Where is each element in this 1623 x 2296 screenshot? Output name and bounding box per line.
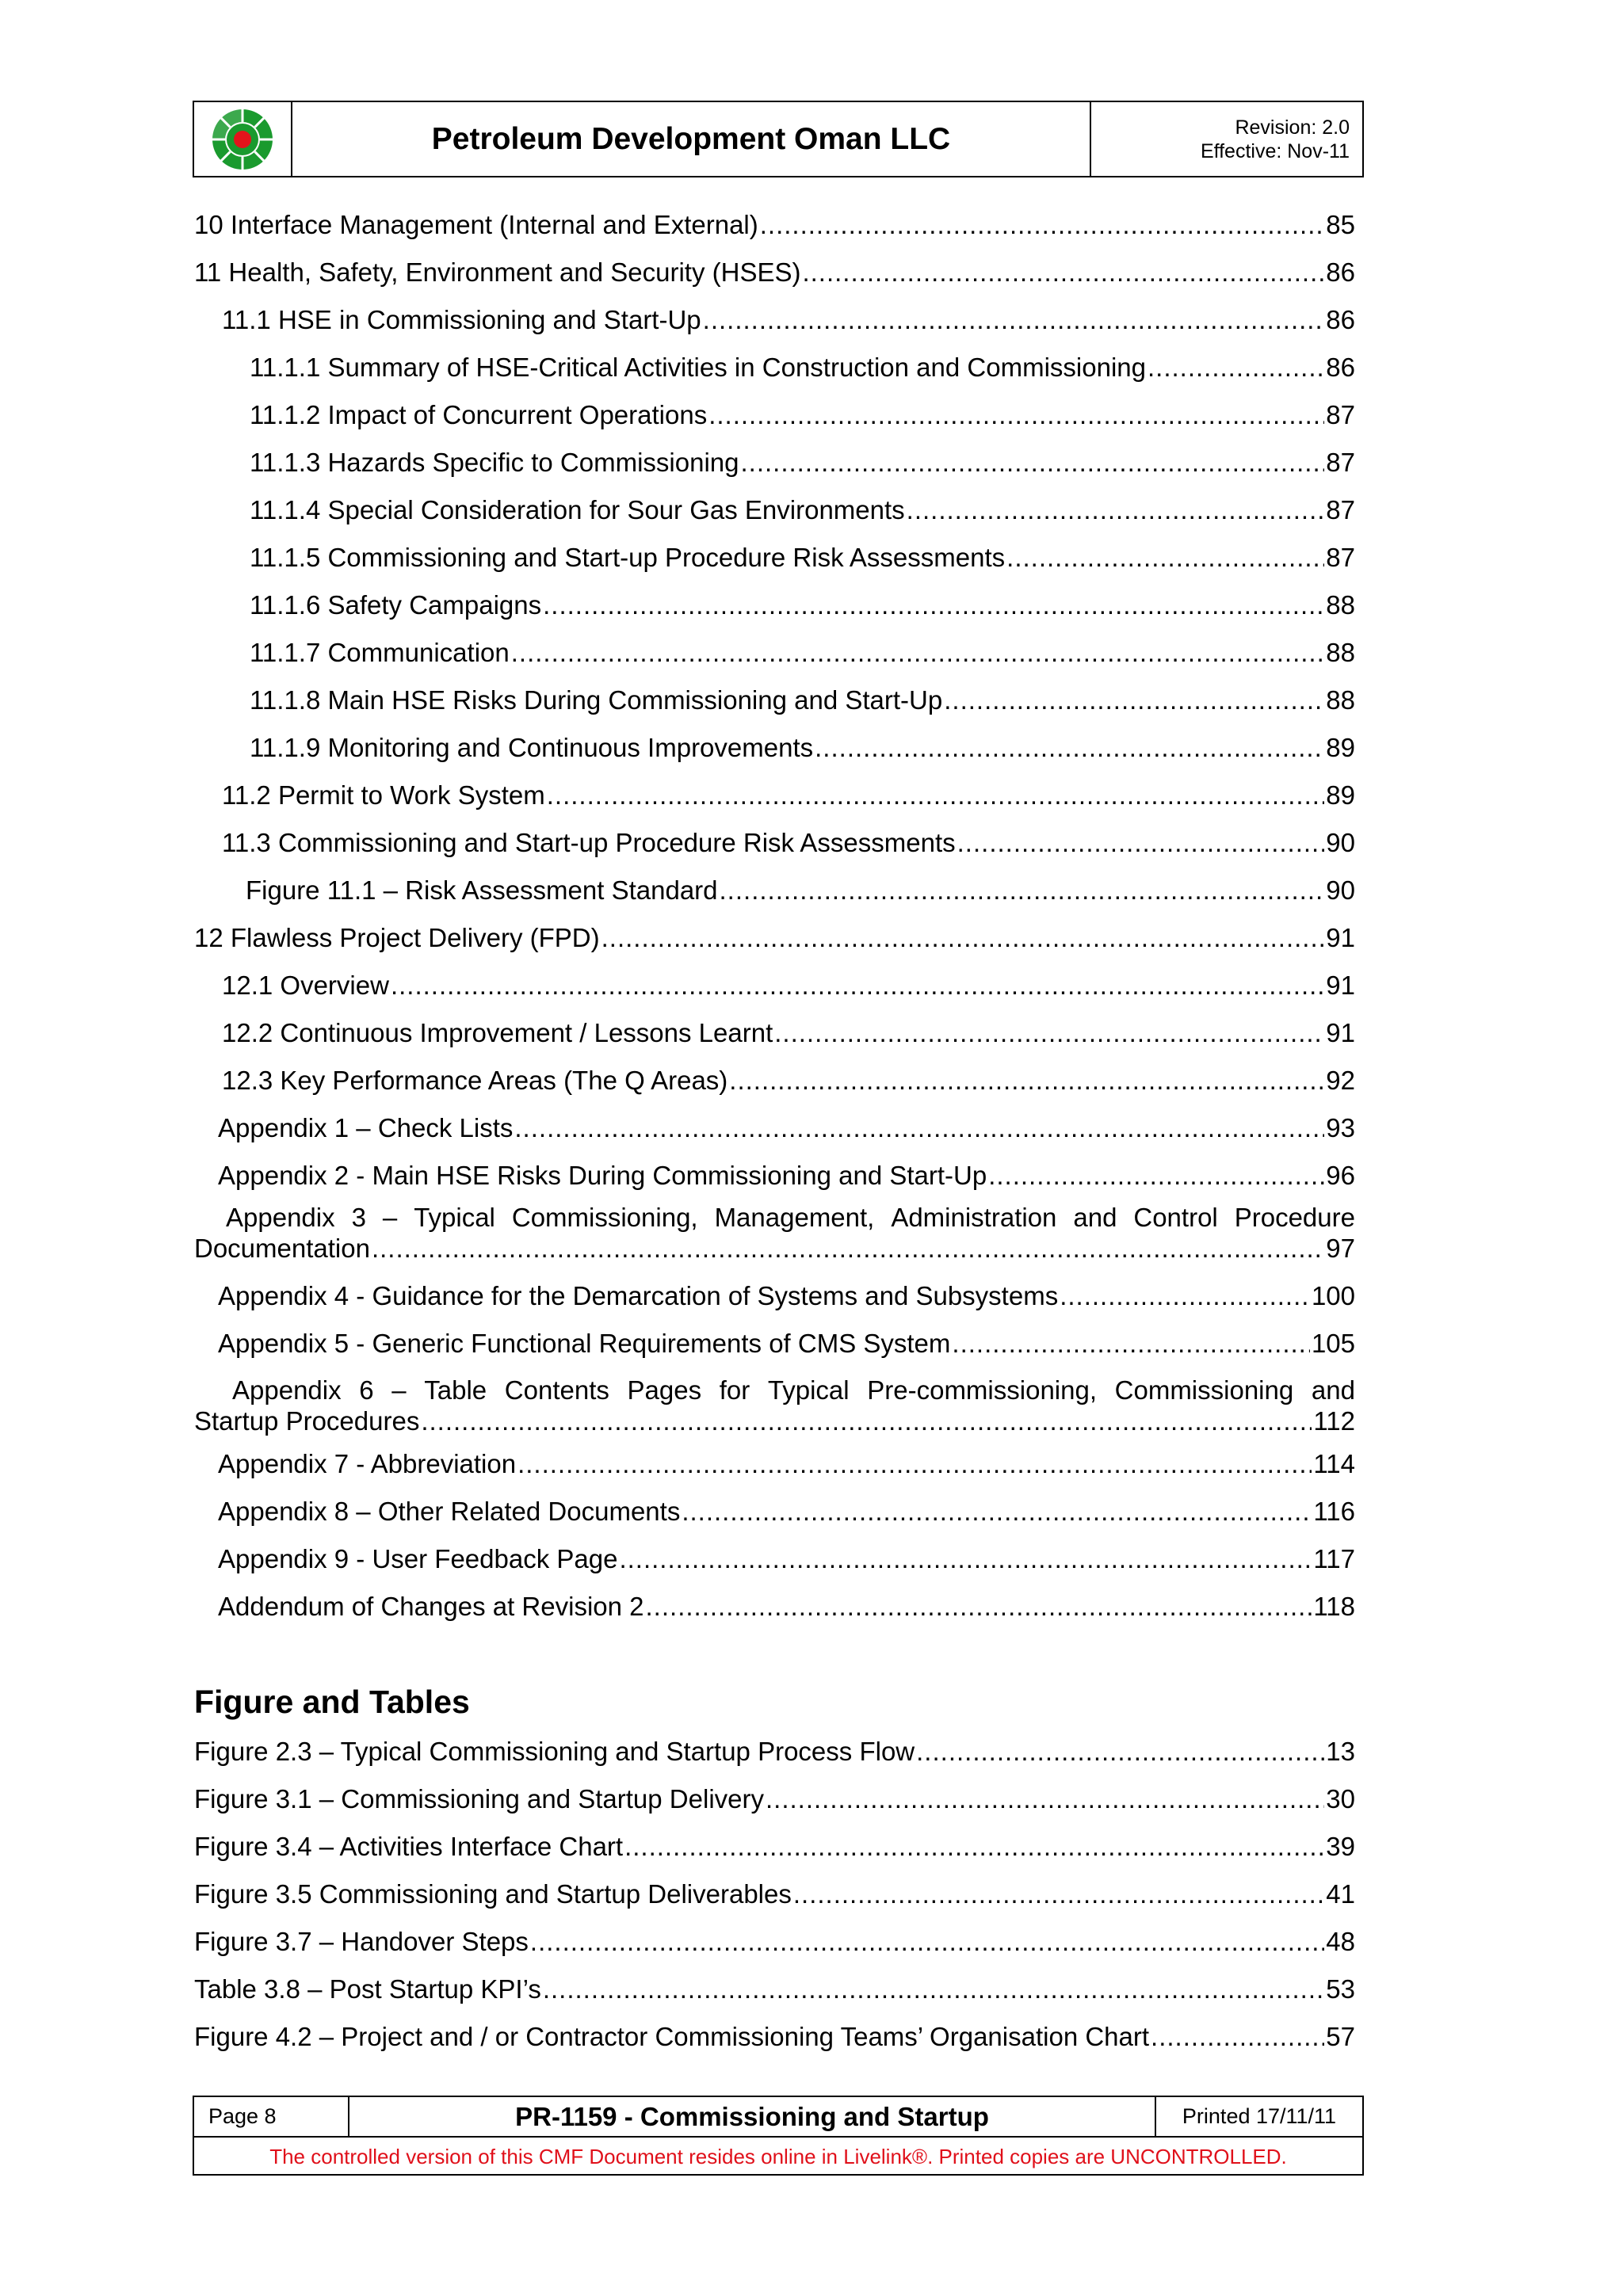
- dot-leader: [517, 1449, 1312, 1479]
- toc-entry-page: 97: [1326, 1234, 1355, 1263]
- toc-entry[interactable]: [250, 353, 1355, 383]
- toc-entry[interactable]: [250, 448, 1355, 478]
- toc-entry-page: 92: [1326, 1066, 1355, 1095]
- toc-entry-page: 86: [1326, 257, 1355, 287]
- toc-entry-label: Figure 3.7 – Handover Steps: [194, 1927, 529, 1956]
- toc-entry-label: Figure 4.2 – Project and / or Contractor Commissioning Teams’ Organisation Chart: [194, 2022, 1150, 2051]
- toc-entry-word: Table: [424, 1375, 487, 1405]
- logo-cell: [194, 102, 292, 176]
- toc-entry-label: Appendix 8 – Other Related Documents: [218, 1497, 681, 1526]
- toc-entry[interactable]: [194, 923, 1355, 953]
- toc-entry-page: 91: [1326, 971, 1355, 1000]
- revision-label: Revision: 2.0: [1235, 116, 1350, 139]
- dot-leader: [530, 1927, 1324, 1957]
- toc-entry-word: Typical: [767, 1375, 850, 1405]
- toc-entry[interactable]: [218, 1161, 1355, 1191]
- toc-entry[interactable]: [194, 1737, 1355, 1767]
- toc-entry-page: 90: [1326, 828, 1355, 857]
- company-title: Petroleum Development Oman LLC: [292, 102, 1091, 176]
- toc-entry-word: for: [719, 1375, 750, 1405]
- toc-entry-word: and: [1073, 1203, 1117, 1232]
- toc-entry-word: Typical: [414, 1203, 495, 1232]
- toc-entry-page: 86: [1326, 353, 1355, 382]
- toc-entry-word: 3: [351, 1203, 366, 1232]
- toc-entry[interactable]: [194, 1832, 1355, 1862]
- toc-entry-page: 118: [1313, 1592, 1355, 1621]
- toc-entry-word: Commissioning: [1114, 1375, 1294, 1405]
- toc-entry-label: 11.1 HSE in Commissioning and Start-Up: [222, 305, 701, 334]
- toc-entry-word: Control: [1133, 1203, 1218, 1232]
- toc-entry-label: 11.1.6 Safety Campaigns: [250, 590, 542, 620]
- dot-leader: [916, 1737, 1324, 1767]
- controlled-notice: The controlled version of this CMF Document resides online in Livelink®. Printed copies are UNCONTROLLED.: [269, 2144, 1287, 2168]
- toc-entry-page: 112: [1313, 1406, 1355, 1436]
- toc-entry-page: 88: [1326, 590, 1355, 620]
- toc-entry-label: 11.1.9 Monitoring and Continuous Improvements: [250, 733, 814, 762]
- toc-entry[interactable]: [250, 733, 1355, 763]
- toc-entry-word: Pages: [627, 1375, 702, 1405]
- dot-leader: [793, 1879, 1324, 1909]
- toc-entry-page: 57: [1326, 2022, 1355, 2051]
- page-number: Page 8: [194, 2097, 349, 2136]
- toc-entry[interactable]: [194, 1974, 1355, 2004]
- toc-entry-page: 117: [1313, 1544, 1355, 1573]
- toc-entry-label: Appendix 9 - User Feedback Page: [218, 1544, 618, 1573]
- toc-entry-wrapped[interactable]: [194, 1375, 1355, 1436]
- revision-info: [1091, 102, 1362, 176]
- toc-entry[interactable]: [194, 210, 1355, 240]
- dot-leader: [514, 1113, 1324, 1143]
- dot-leader: [802, 257, 1324, 288]
- toc-entry[interactable]: [250, 685, 1355, 715]
- toc-entry-label: 12.1 Overview: [222, 971, 389, 1000]
- toc-entry-label: Appendix 5 - Generic Functional Requirements of CMS System: [218, 1329, 951, 1358]
- dot-leader: [543, 590, 1324, 620]
- dot-leader: [760, 210, 1325, 240]
- toc-entry-page: 93: [1326, 1113, 1355, 1142]
- dot-leader: [988, 1161, 1324, 1191]
- toc-entry[interactable]: [194, 1784, 1355, 1814]
- toc-entry-label: Appendix 7 - Abbreviation: [218, 1449, 517, 1478]
- toc-entry-label: 11.3 Commissioning and Start-up Procedure Risk Assessments: [222, 828, 956, 857]
- toc-entry-page: 48: [1326, 1927, 1355, 1956]
- dot-leader: [1148, 353, 1324, 383]
- dot-leader: [815, 733, 1324, 763]
- dot-leader: [720, 875, 1325, 906]
- toc-entry-page: 89: [1326, 780, 1355, 810]
- toc-entry[interactable]: [250, 590, 1355, 620]
- toc-entry-word: Appendix: [226, 1203, 335, 1232]
- page-header: [193, 101, 1364, 177]
- dot-leader: [511, 638, 1325, 668]
- toc-entry[interactable]: [222, 971, 1355, 1001]
- toc-entry-page: 87: [1326, 448, 1355, 477]
- toc-entry[interactable]: [194, 257, 1355, 288]
- toc-entry-label: 11.2 Permit to Work System: [222, 780, 545, 810]
- toc-entry-page: 88: [1326, 638, 1355, 667]
- toc-entry-label: Startup Procedures: [194, 1406, 420, 1436]
- toc-entry-wrapped[interactable]: [194, 1202, 1355, 1264]
- toc-entry-page: 39: [1326, 1832, 1355, 1861]
- dot-leader: [619, 1544, 1312, 1574]
- toc-entry[interactable]: [250, 638, 1355, 668]
- toc-entry-word: Procedure: [1234, 1203, 1355, 1232]
- toc-entry[interactable]: [222, 305, 1355, 335]
- toc-entry[interactable]: [250, 495, 1355, 525]
- toc-entry-page: 87: [1326, 400, 1355, 429]
- dot-leader: [1151, 2022, 1324, 2052]
- toc-entry-label: Figure 3.4 – Activities Interface Chart: [194, 1832, 624, 1861]
- toc-entry[interactable]: [194, 2022, 1355, 2052]
- dot-leader: [601, 923, 1325, 953]
- toc-entry-word: –: [391, 1375, 407, 1405]
- toc-entry-word: 6: [359, 1375, 374, 1405]
- toc-entry-label: 11.1.4 Special Consideration for Sour Gas Environments: [250, 495, 905, 524]
- toc-entry-page: 87: [1326, 495, 1355, 524]
- toc-entry[interactable]: [218, 1497, 1355, 1527]
- toc-entry-word: Administration: [891, 1203, 1057, 1232]
- dot-leader: [774, 1018, 1324, 1048]
- document-title: PR-1159 - Commissioning and Startup: [349, 2097, 1156, 2136]
- dot-leader: [624, 1832, 1324, 1862]
- toc-entry-word: Management,: [714, 1203, 875, 1232]
- printed-date: Printed 17/11/11: [1182, 2104, 1337, 2128]
- dot-leader: [952, 1329, 1310, 1359]
- toc-entry-word: –: [382, 1203, 398, 1232]
- dot-leader: [391, 971, 1324, 1001]
- toc-entry-word: Contents: [504, 1375, 609, 1405]
- toc-entry-page: 91: [1326, 923, 1355, 952]
- dot-leader: [547, 780, 1325, 810]
- dot-leader: [766, 1784, 1324, 1814]
- toc-entry-label: Figure 2.3 – Typical Commissioning and Startup Process Flow: [194, 1737, 915, 1766]
- toc-entry-label: Figure 3.5 Commissioning and Startup Deliverables: [194, 1879, 792, 1909]
- dot-leader: [944, 685, 1324, 715]
- dot-leader: [708, 400, 1324, 430]
- toc-entry-label: Appendix 4 - Guidance for the Demarcation of Systems and Subsystems: [218, 1281, 1059, 1310]
- toc-entry-page: 116: [1313, 1497, 1355, 1526]
- toc-entry-label: 12 Flawless Project Delivery (FPD): [194, 923, 600, 952]
- toc-entry-word: Commissioning,: [511, 1203, 698, 1232]
- toc-entry-page: 30: [1326, 1784, 1355, 1814]
- toc-entry-page: 53: [1326, 1974, 1355, 2004]
- toc-entry-label: Documentation: [194, 1234, 370, 1263]
- toc-entry[interactable]: [222, 1066, 1355, 1096]
- dot-leader: [372, 1233, 1324, 1264]
- toc-entry-page: 89: [1326, 733, 1355, 762]
- toc-entry-page: 114: [1313, 1449, 1355, 1478]
- toc-entry-word: Pre-commissioning,: [867, 1375, 1097, 1405]
- toc-entry[interactable]: [250, 400, 1355, 430]
- toc-entry[interactable]: [218, 1592, 1355, 1622]
- pdo-shell-logo-icon: [209, 106, 276, 173]
- effective-label: Effective: Nov-11: [1200, 139, 1350, 162]
- toc-entry-label: 11.1.3 Hazards Specific to Commissioning: [250, 448, 739, 477]
- toc-entry-page: 91: [1326, 1018, 1355, 1047]
- toc-entry-label: 11.1.2 Impact of Concurrent Operations: [250, 400, 708, 429]
- dot-leader: [421, 1405, 1312, 1436]
- toc-entry-page: 13: [1326, 1737, 1355, 1766]
- toc-entry-label: 11.1.5 Commissioning and Start-up Procedure Risk Assessments: [250, 543, 1006, 572]
- toc-entry[interactable]: [222, 828, 1355, 858]
- toc-entry-page: 105: [1311, 1329, 1355, 1358]
- dot-leader: [646, 1592, 1312, 1622]
- toc-entry-label: 11.1.8 Main HSE Risks During Commissioning and Start-Up: [250, 685, 943, 715]
- toc-entry-label: Figure 11.1 – Risk Assessment Standard: [246, 875, 718, 905]
- toc-entry-page: 96: [1326, 1161, 1355, 1190]
- dot-leader: [703, 305, 1325, 335]
- dot-leader: [741, 448, 1325, 478]
- toc-entry[interactable]: [218, 1281, 1355, 1311]
- figures-heading: Figure and Tables: [194, 1684, 470, 1720]
- toc-entry[interactable]: [218, 1449, 1355, 1479]
- toc-entry[interactable]: [250, 543, 1355, 573]
- toc-entry-label: 10 Interface Management (Internal and External): [194, 210, 758, 239]
- toc-entry-label: 12.2 Continuous Improvement / Lessons Learnt: [222, 1018, 773, 1047]
- dot-leader: [957, 828, 1325, 858]
- toc-entry-page: 88: [1326, 685, 1355, 715]
- toc-entry-page: 90: [1326, 875, 1355, 905]
- toc-entry[interactable]: [218, 1329, 1355, 1359]
- dot-leader: [1006, 543, 1324, 573]
- toc-entry[interactable]: [222, 780, 1355, 810]
- toc-entry-label: 12.3 Key Performance Areas (The Q Areas): [222, 1066, 728, 1095]
- toc-entry-label: Addendum of Changes at Revision 2: [218, 1592, 644, 1621]
- toc-entry-page: 87: [1326, 543, 1355, 572]
- toc-entry-label: 11.1.1 Summary of HSE-Critical Activities in Construction and Commissioning: [250, 353, 1146, 382]
- toc-entry-label: Appendix 1 – Check Lists: [218, 1113, 514, 1142]
- toc-entry-page: 41: [1326, 1879, 1355, 1909]
- dot-leader: [1060, 1281, 1310, 1311]
- toc-entry[interactable]: [194, 1879, 1355, 1909]
- dot-leader: [729, 1066, 1324, 1096]
- toc-entry-label: Appendix 2 - Main HSE Risks During Commissioning and Start-Up: [218, 1161, 987, 1190]
- toc-entry-page: 86: [1326, 305, 1355, 334]
- toc-entry-label: 11 Health, Safety, Environment and Security (HSES): [194, 257, 801, 287]
- dot-leader: [907, 495, 1325, 525]
- toc-entry[interactable]: [246, 875, 1355, 906]
- toc-entry[interactable]: [218, 1113, 1355, 1143]
- toc-entry-word: Appendix: [232, 1375, 342, 1405]
- toc-entry[interactable]: [222, 1018, 1355, 1048]
- toc-entry-label: 11.1.7 Communication: [250, 638, 510, 667]
- dot-leader: [543, 1974, 1324, 2004]
- toc-entry[interactable]: [218, 1544, 1355, 1574]
- toc-entry-word: and: [1311, 1375, 1355, 1405]
- dot-leader: [682, 1497, 1312, 1527]
- toc-entry-label: Figure 3.1 – Commissioning and Startup Delivery: [194, 1784, 764, 1814]
- toc-entry[interactable]: [194, 1927, 1355, 1957]
- toc-entry-label: Table 3.8 – Post Startup KPI’s: [194, 1974, 541, 2004]
- toc-entry-page: 100: [1311, 1281, 1355, 1310]
- page-footer: [193, 2096, 1364, 2176]
- toc-entry-page: 85: [1326, 210, 1355, 239]
